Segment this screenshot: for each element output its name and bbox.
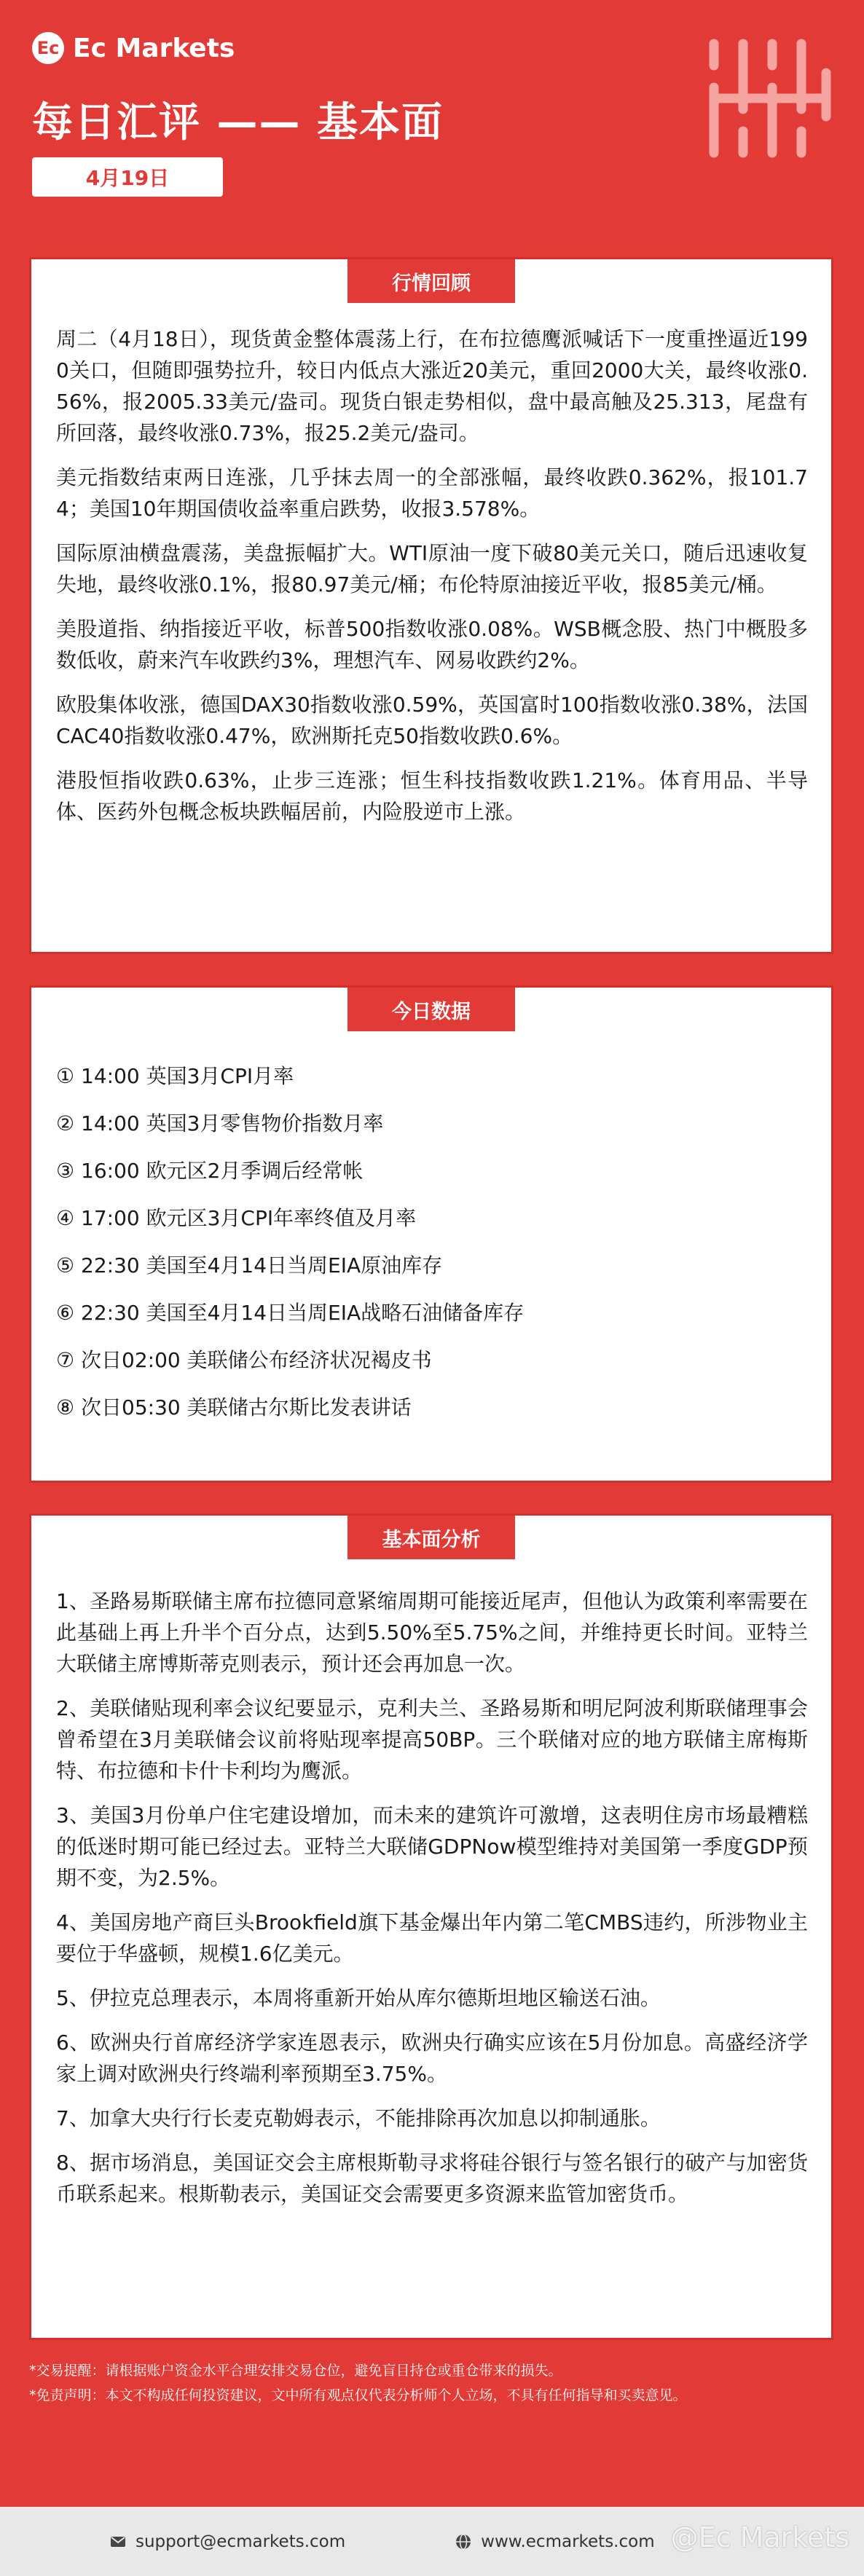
market-review-paragraph: 港股恒指收跌0.63%，止步三连涨；恒生科技指数收跌1.21%。体育用品、半导体、医药外包概念板块跌幅居前，内险股逆市上涨。 xyxy=(56,768,808,824)
data-list-item: ⑤ 22:30 美国至4月14日当周EIA原油库存 xyxy=(56,1253,443,1277)
brand-name: Ec Markets xyxy=(73,33,235,63)
trading-tip: *交易提醒：请根据账户资金水平合理安排交易仓位，避免盲目持仓或重仓带来的损失。 xyxy=(29,2363,562,2379)
fundamental-paragraph: 6、欧洲央行首席经济学家连恩表示，欧洲央行确实应该在5月份加息。高盛经济学家上调对欧洲央行终端利率预期至3.75%。 xyxy=(56,2031,808,2086)
footer-email[interactable] xyxy=(109,2532,345,2551)
data-list-item: ④ 17:00 欧元区3月CPI年率终值及月率 xyxy=(56,1206,417,1230)
fundamental-paragraph: 7、加拿大央行行长麦克勒姆表示，不能排除再次加息以抑制通胀。 xyxy=(56,2106,661,2130)
page-header xyxy=(0,0,864,240)
data-list-item: ⑥ 22:30 美国至4月14日当周EIA战略石油储备库存 xyxy=(56,1301,525,1325)
fundamental-paragraph: 2、美联储贴现利率会议纪要显示，克利夫兰、圣路易斯和明尼阿波利斯联储理事会曾希望在3月美联储会议前将贴现率提高50BP。三个联储对应的地方联储主席梅斯特、布拉德和卡什卡利均为鹰派。 xyxy=(56,1696,808,1783)
envelope-icon xyxy=(109,2533,127,2551)
fundamental-paragraph: 4、美国房地产商巨头Brookfield旗下基金爆出年内第二笔CMBS违约，所涉物业主要位于华盛顿，规模1.6亿美元。 xyxy=(56,1910,808,1966)
fundamental-heading: 基本面分析 xyxy=(347,1516,515,1559)
market-review-card xyxy=(29,257,833,954)
notes-section xyxy=(29,2360,830,2409)
market-review-paragraph: 周二（4月18日），现货黄金整体震荡上行，在布拉德鹰派喊话下一度重挫逼近1990关口，但随即强势拉升，较日内低点大涨近20美元，重回2000大关，最终收涨0.56%，报2005.33美元/盎司。现货白银走势相似，盘中最高触及25.313，尾盘有所回落，最终收涨0.73%，报25.2美元/盎司。 xyxy=(56,327,808,445)
data-list-item: ① 14:00 英国3月CPI月率 xyxy=(56,1064,294,1088)
brand-logo xyxy=(32,32,235,64)
market-review-paragraph: 美元指数结束两日连涨，几乎抹去周一的全部涨幅，最终收跌0.362%，报101.74；美国10年期国债收益率重启跌势，收报3.578%。 xyxy=(56,465,808,521)
market-review-paragraph: 美股道指、纳指接近平收，标普500指数收涨0.08%。WSB概念股、热门中概股多数低收，蔚来汽车收跌约3%，理想汽车、网易收跌约2%。 xyxy=(56,617,808,672)
brand-mark-icon: Ec xyxy=(32,32,64,64)
fundamental-paragraph: 5、伊拉克总理表示，本周将重新开始从库尔德斯坦地区输送石油。 xyxy=(56,1986,661,2010)
data-list-item: ⑦ 次日02:00 美联储公布经济状况褐皮书 xyxy=(56,1348,432,1372)
fundamental-paragraph: 1、圣路易斯联储主席布拉德同意紧缩周期可能接近尾声，但他认为政策利率需要在此基础上再上升半个百分点，达到5.50%至5.75%之间，并维持更长时间。亚特兰大联储主席博斯蒂克则表示，预计还会再加息一次。 xyxy=(56,1589,808,1676)
market-review-heading: 行情回顾 xyxy=(347,259,515,303)
date-badge: 4月19日 xyxy=(32,157,223,197)
today-data-card xyxy=(29,985,833,1483)
email-text: support@ecmarkets.com xyxy=(136,2532,346,2551)
fundamental-card xyxy=(29,1513,833,2340)
fundamental-paragraph: 3、美国3月份单户住宅建设增加，而未来的建筑许可激增，这表明住房市场最糟糕的低迷时期可能已经过去。亚特兰大联储GDPNow模型维持对美国第一季度GDP预期不变，为2.5%。 xyxy=(56,1803,808,1890)
disclaimer: *免责声明：本文不构成任何投资建议，文中所有观点仅代表分析师个人立场，不具有任何指导和买卖意见。 xyxy=(29,2387,687,2403)
website-text: www.ecmarkets.com xyxy=(481,2532,655,2551)
footer-website[interactable] xyxy=(455,2532,654,2551)
page-title: 每日汇评 —— 基本面 xyxy=(32,99,444,146)
data-list-item: ③ 16:00 欧元区2月季调后经常帐 xyxy=(56,1159,364,1183)
globe-icon xyxy=(455,2533,472,2551)
market-review-paragraph: 欧股集体收涨，德国DAX30指数收涨0.59%，英国富时100指数收涨0.38%，法国CAC40指数收涨0.47%，欧洲斯托克50指数收跌0.6%。 xyxy=(56,693,808,748)
watermark: @Ec Markets xyxy=(670,2521,849,2553)
data-list-item: ⑧ 次日05:30 美联储古尔斯比发表讲话 xyxy=(56,1395,412,1419)
market-review-paragraph: 国际原油横盘震荡，美盘振幅扩大。WTI原油一度下破80美元关口，随后迅速收复失地，最终收涨0.1%，报80.97美元/桶；布伦特原油接近平收，报85美元/桶。 xyxy=(56,541,808,596)
fundamental-paragraph: 8、据市场消息，美国证交会主席根斯勒寻求将硅谷银行与签名银行的破产与加密货币联系起来。根斯勒表示，美国证交会需要更多资源来监管加密货币。 xyxy=(56,2151,808,2206)
today-data-heading: 今日数据 xyxy=(347,988,515,1031)
data-list-item: ② 14:00 英国3月零售物价指数月率 xyxy=(56,1111,384,1135)
abstract-lines-icon xyxy=(698,29,836,168)
